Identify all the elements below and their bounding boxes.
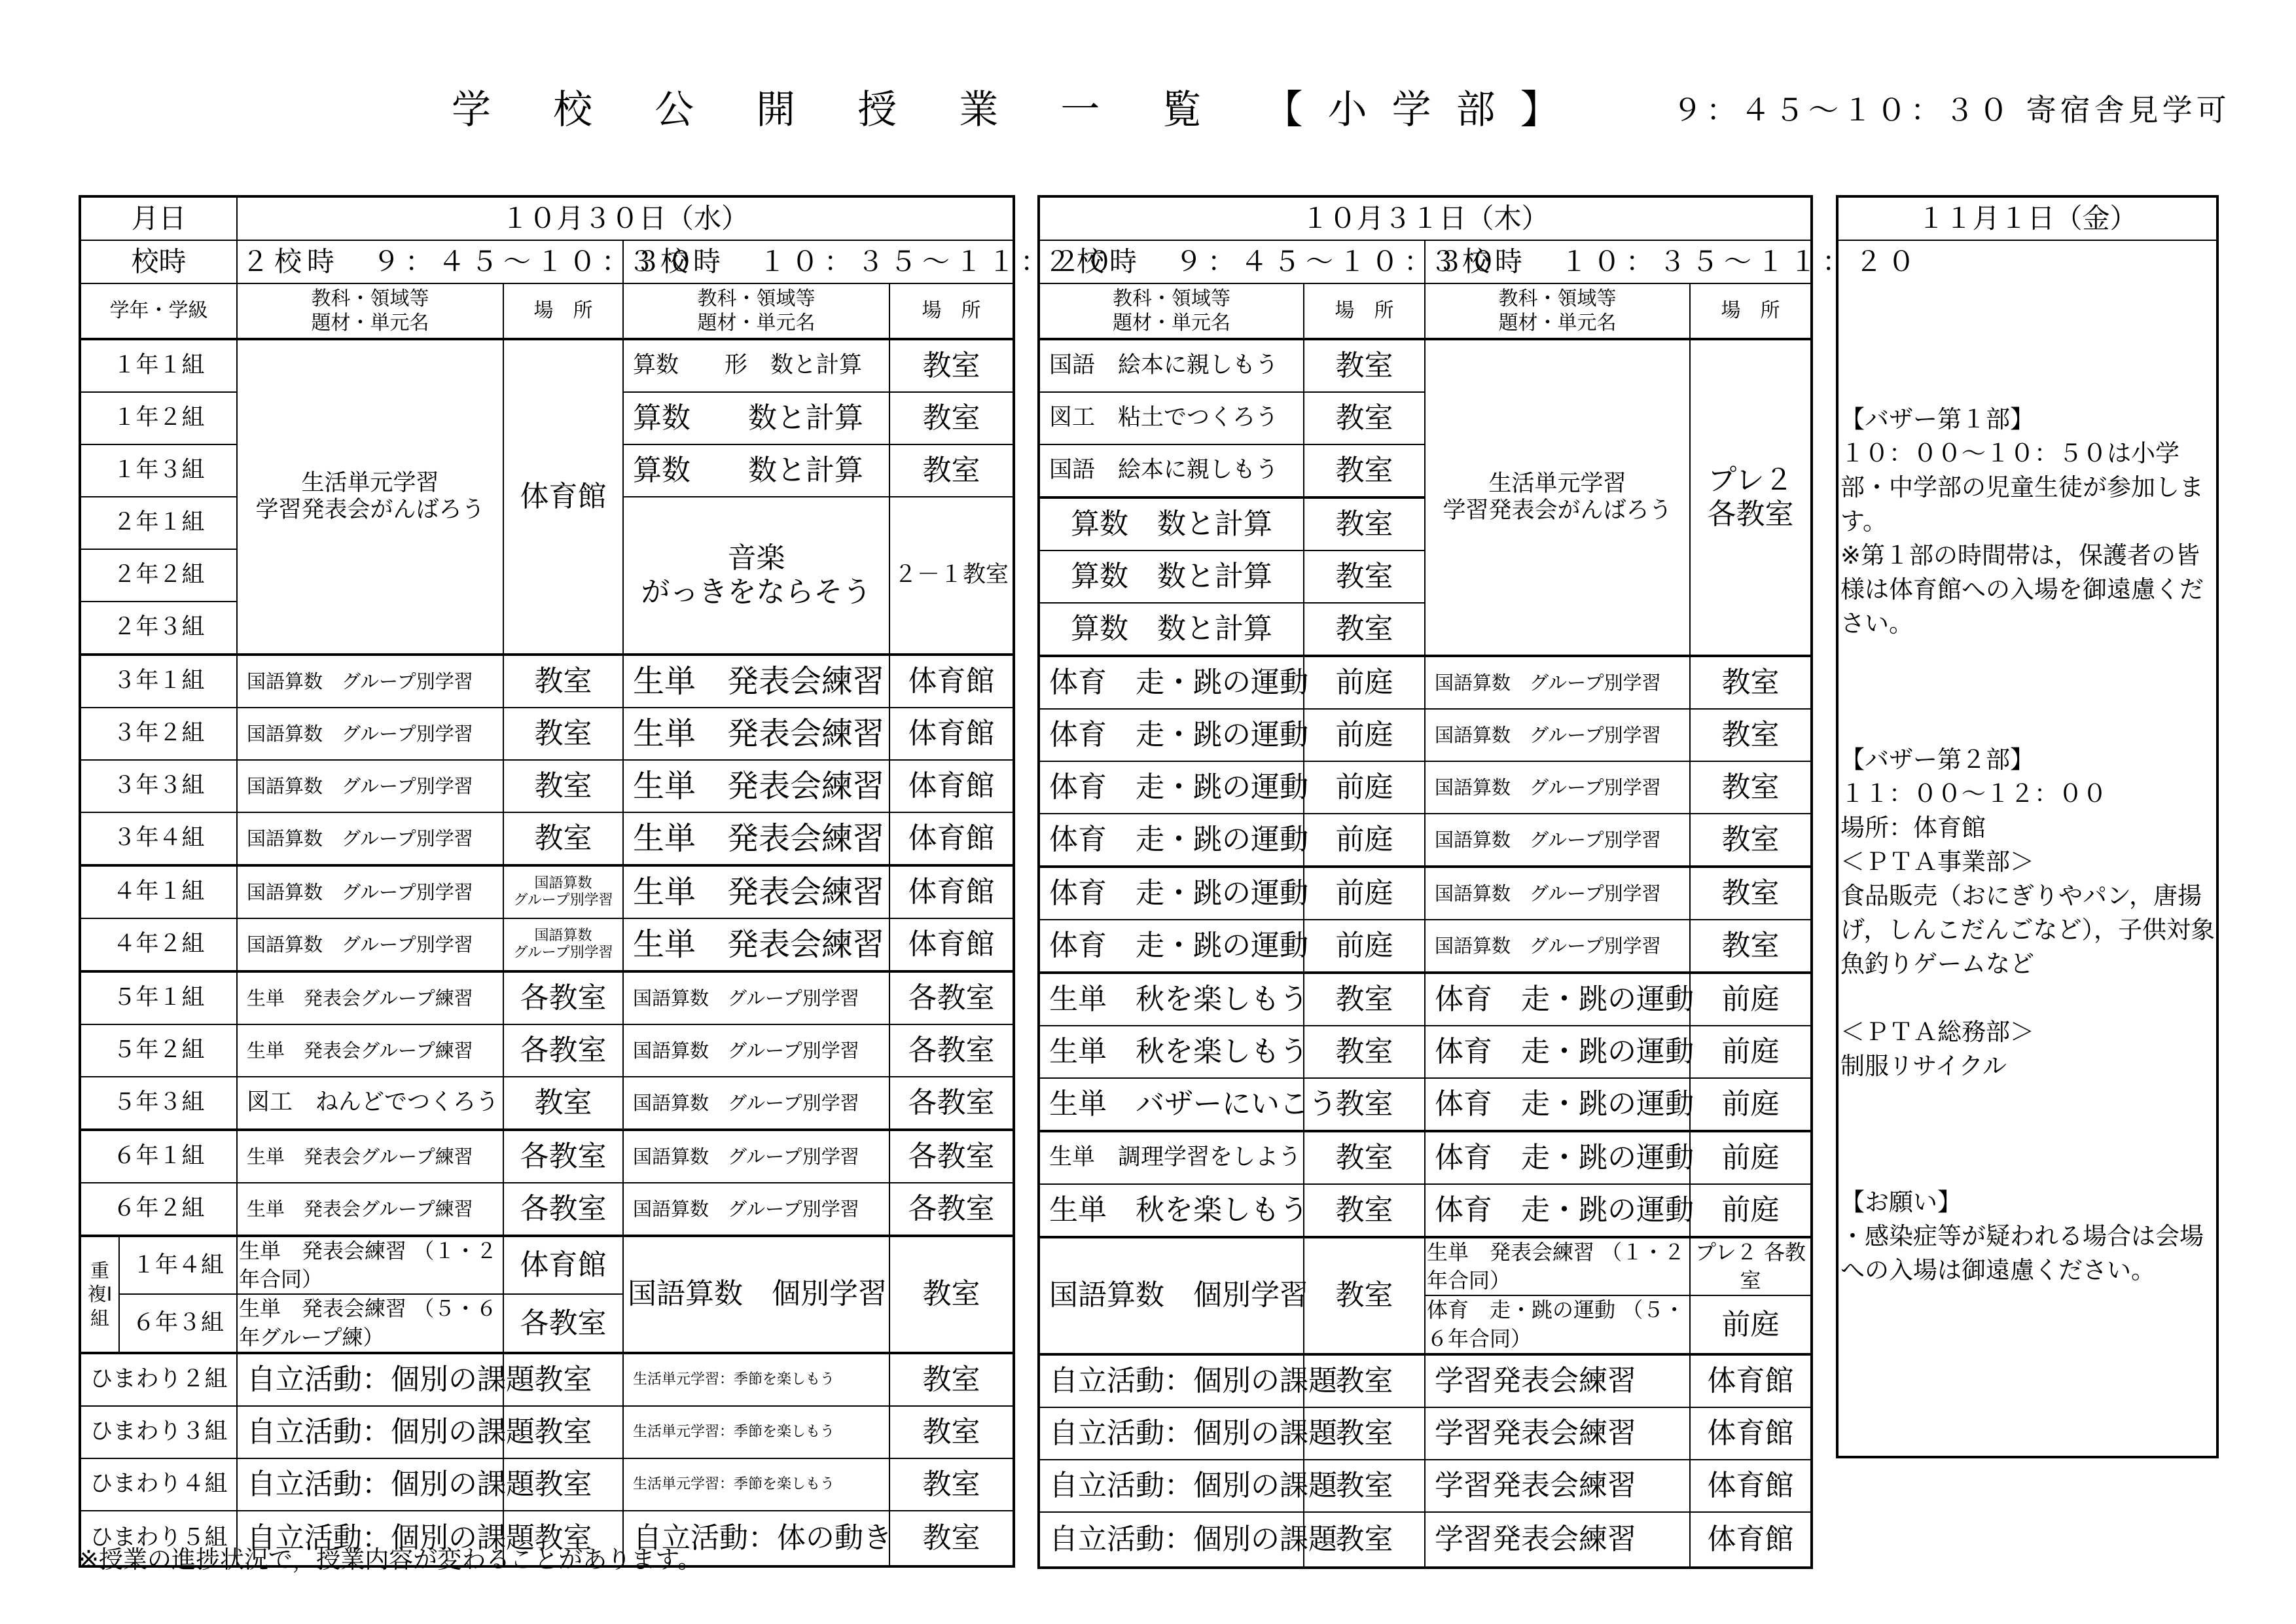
subject-header: 教科・領域等 題材・単元名 [623, 283, 889, 339]
lesson-subject: 国語算数 グループ別学習 [623, 971, 889, 1024]
lesson-subject: 体育 走・跳の運動 [1039, 761, 1304, 814]
lesson-subject: 体育 走・跳の運動 [1039, 709, 1304, 761]
lesson-subject: 生単 発表会練習 （５・６年グループ練） [237, 1294, 503, 1352]
lesson-subject: 生単 発表会練習 [623, 655, 889, 708]
lesson-place: 教室 [503, 812, 623, 865]
lesson-place: 体育館 [1690, 1512, 1812, 1568]
lesson-subject: 体育 走・跳の運動 [1039, 867, 1304, 920]
lesson-place: 前庭 [1304, 761, 1425, 814]
lesson-subject: 生単 バザーにいこう [1039, 1078, 1304, 1131]
lesson-subject: 算数 数と計算 [1039, 550, 1304, 603]
lesson-subject: 図工 ねんどでつくろう [237, 1077, 503, 1130]
lesson-subject: 生活単元学習：季節を楽しもう [623, 1353, 889, 1406]
place-header: 場 所 [889, 283, 1014, 339]
lesson-subject: 国語算数 グループ別学習 [1425, 814, 1690, 867]
lesson-subject: 体育 走・跳の運動 （５・６年合同） [1425, 1295, 1690, 1354]
grade-label: ４年１組 [80, 865, 237, 918]
grade-label: ３年３組 [80, 760, 237, 812]
lesson-subject: 生単 秋を楽しもう [1039, 973, 1304, 1026]
lesson-subject: 音楽 がっきをならそう [623, 497, 889, 655]
lesson-subject: 国語算数 個別学習 [623, 1236, 889, 1353]
lesson-subject: 体育 走・跳の運動 [1425, 1026, 1690, 1078]
lesson-subject: 生単 発表会グループ練習 [237, 1130, 503, 1183]
lesson-place: 前庭 [1690, 1295, 1812, 1354]
grade-label: ２年２組 [80, 549, 237, 602]
grade-label: ６年２組 [80, 1183, 237, 1236]
lesson-subject: 体育 走・跳の運動 [1039, 920, 1304, 973]
lesson-place: 教室 [889, 1406, 1014, 1458]
lesson-place: 体育館 [1690, 1460, 1812, 1512]
lesson-subject: 学習発表会練習 [1425, 1460, 1690, 1512]
lesson-subject: 学習発表会練習 [1425, 1354, 1690, 1407]
place-header: 場 所 [503, 283, 623, 339]
bazaar-notice: 【バザー第１部】 １０：００～１０：５０は小学部・中学部の児童生徒が参加します。 ※第１部の時間帯は，保護者の皆様は体育館への入場を御遠慮ください。 【バザー第２部】 １１：００～１２：００ 場所：体育館 ＜ＰＴＡ事業部＞ 食品販売（おにぎりやパン，唐揚げ，しんこだんごなど），子供対象魚釣りゲームなど ＜ＰＴＡ総務部＞ 制服リサイクル 【お願い】 ・感染症等が疑われる場合は会場への入場は御遠慮ください。 [1840, 405, 2215, 1284]
lesson-subject: 生単 発表会グループ練習 [237, 1183, 503, 1236]
lesson-place: 前庭 [1690, 1026, 1812, 1078]
lesson-subject: 国語算数 グループ別学習 [623, 1024, 889, 1077]
schedule-oct31-table [1037, 195, 1921, 1569]
lesson-place: 国語算数 グループ別学習 [503, 865, 623, 918]
place-header: 場 所 [1690, 283, 1812, 339]
lesson-subject: 国語算数 グループ別学習 [1425, 920, 1690, 973]
lesson-subject: 国語算数 グループ別学習 [237, 812, 503, 865]
lesson-place: 教室 [1304, 1407, 1425, 1460]
lesson-place: 教室 [1304, 1184, 1425, 1237]
lesson-subject: 自立活動：個別の課題 [237, 1353, 503, 1406]
day-header-oct30: １０月３０日（水） [237, 196, 1014, 240]
lesson-place: 教室 [889, 1236, 1014, 1353]
lesson-place: ２－１教室 [889, 497, 1014, 655]
lesson-place: 体育館 [1690, 1354, 1812, 1407]
grade-label: ４年２組 [80, 918, 237, 971]
lesson-place: 教室 [1304, 444, 1425, 497]
lesson-place: 教室 [1690, 656, 1812, 709]
lesson-place: 教室 [503, 1406, 623, 1458]
lesson-place: 前庭 [1304, 814, 1425, 867]
lesson-place: 教室 [1690, 867, 1812, 920]
lesson-place: 教室 [503, 655, 623, 708]
class-label: ひまわり２組 [80, 1353, 237, 1406]
lesson-subject: 生単 調理学習をしよう [1039, 1131, 1304, 1184]
lesson-subject: 生単 発表会練習 [623, 812, 889, 865]
lesson-place: 教室 [503, 1077, 623, 1130]
lesson-subject: 生単 発表会練習 [623, 918, 889, 971]
day-header-oct31: １０月３１日（木） [1039, 196, 1812, 240]
lesson-place: 教室 [889, 1458, 1014, 1511]
lesson-subject: 体育 走・跳の運動 [1425, 1078, 1690, 1131]
lesson-place: 教室 [1690, 709, 1812, 761]
lesson-place: 教室 [1304, 339, 1425, 392]
page-title: 学 校 公 開 授 業 一 覧 【小学部】 [452, 87, 1585, 133]
lesson-place: 前庭 [1304, 867, 1425, 920]
place-header: 場 所 [1304, 283, 1425, 339]
lesson-subject: 国語算数 グループ別学習 [623, 1183, 889, 1236]
lesson-subject: 生単 発表会練習 （１・２年合同） [1425, 1237, 1690, 1295]
lesson-place: 各教室 [503, 1183, 623, 1236]
lesson-subject: 国語算数 グループ別学習 [623, 1130, 889, 1183]
lesson-place: 教室 [889, 1511, 1014, 1566]
lesson-subject: 自立活動：個別の課題 [237, 1511, 503, 1566]
lesson-subject: 生活単元学習 学習発表会がんばろう [237, 339, 503, 655]
lesson-place: 教室 [889, 444, 1014, 497]
lesson-place: プレ２ 各教室 [1690, 339, 1812, 656]
grade-label: ３年１組 [80, 655, 237, 708]
lesson-place: 各教室 [889, 1024, 1014, 1077]
footnote: ※授業の進捗状況で，授業内容が変わることがあります。 [79, 1545, 702, 1574]
lesson-place: 教室 [889, 1353, 1014, 1406]
lesson-place: 各教室 [503, 1130, 623, 1183]
lesson-subject: 国語算数 グループ別学習 [623, 1077, 889, 1130]
lesson-place: 教室 [1304, 1078, 1425, 1131]
combined-class-label: 重複Ⅰ組 [80, 1236, 119, 1353]
lesson-place: 教室 [503, 1511, 623, 1566]
class-label: ひまわり４組 [80, 1458, 237, 1511]
lesson-place: 教室 [1304, 497, 1425, 550]
lesson-place: 前庭 [1690, 1131, 1812, 1184]
lesson-subject: 生単 発表会練習 [623, 708, 889, 760]
lesson-subject: 生活単元学習 学習発表会がんばろう [1425, 339, 1690, 656]
lesson-place: 教室 [1304, 1460, 1425, 1512]
lesson-subject: 国語算数 グループ別学習 [1425, 761, 1690, 814]
lesson-subject: 生単 発表会練習 [623, 760, 889, 812]
lesson-place: 各教室 [503, 1294, 623, 1352]
lesson-subject: 生単 発表会グループ練習 [237, 1024, 503, 1077]
lesson-place: 教室 [503, 1458, 623, 1511]
lesson-subject: 自立活動：個別の課題 [1039, 1512, 1304, 1568]
lesson-subject: 図工 粘土でつくろう [1039, 392, 1304, 444]
lesson-subject: 国語算数 グループ別学習 [1425, 709, 1690, 761]
lesson-subject: 自立活動：個別の課題 [237, 1458, 503, 1511]
lesson-place: 教室 [889, 339, 1014, 392]
class-label: ひまわり３組 [80, 1406, 237, 1458]
lesson-place: 体育館 [889, 655, 1014, 708]
lesson-subject: 生活単元学習：季節を楽しもう [623, 1406, 889, 1458]
lesson-place: 教室 [503, 708, 623, 760]
lesson-subject: 自立活動：個別の課題 [1039, 1354, 1304, 1407]
lesson-subject: 体育 走・跳の運動 [1039, 656, 1304, 709]
lesson-place: 各教室 [889, 1077, 1014, 1130]
lesson-subject: 算数 数と計算 [623, 444, 889, 497]
lesson-place: 教室 [1304, 1512, 1425, 1568]
lesson-place: 前庭 [1304, 656, 1425, 709]
month-day-header: 月日 [80, 196, 237, 240]
lesson-place: 前庭 [1690, 1078, 1812, 1131]
lesson-subject: 体育 走・跳の運動 [1425, 1184, 1690, 1237]
lesson-place: 教室 [1304, 603, 1425, 656]
lesson-place: 体育館 [503, 339, 623, 655]
period2-header: ２校時 ９：４５～１０：３０ [1039, 240, 1425, 283]
lesson-place: 各教室 [889, 1130, 1014, 1183]
lesson-place: 教室 [889, 392, 1014, 444]
lesson-place: 教室 [503, 760, 623, 812]
lesson-subject: 体育 走・跳の運動 [1039, 814, 1304, 867]
lesson-place: 各教室 [503, 971, 623, 1024]
grade-label: ２年１組 [80, 497, 237, 549]
period3-header: ３校時 １０：３５～１１：２０ [1425, 240, 1812, 283]
grade-label: １年４組 [119, 1236, 237, 1294]
lesson-place: 前庭 [1690, 1184, 1812, 1237]
lesson-subject: 算数 形 数と計算 [623, 339, 889, 392]
lesson-place: 体育館 [889, 865, 1014, 918]
lesson-place: 国語算数 グループ別学習 [503, 918, 623, 971]
lesson-subject: 国語算数 グループ別学習 [237, 760, 503, 812]
lesson-subject: 国語算数 グループ別学習 [237, 865, 503, 918]
lesson-subject: 国語算数 グループ別学習 [237, 708, 503, 760]
lesson-place: 各教室 [889, 1183, 1014, 1236]
lesson-place: 教室 [1690, 920, 1812, 973]
lesson-subject: 自立活動：体の動き [623, 1511, 889, 1566]
lesson-place: 前庭 [1304, 920, 1425, 973]
subject-header: 教科・領域等 題材・単元名 [1425, 283, 1690, 339]
schedule-oct30-table [79, 195, 1119, 1568]
grade-label: ５年３組 [80, 1077, 237, 1130]
lesson-subject: 自立活動：個別の課題 [237, 1406, 503, 1458]
lesson-subject: 国語算数 グループ別学習 [1425, 867, 1690, 920]
lesson-subject: 生単 秋を楽しもう [1039, 1184, 1304, 1237]
lesson-subject: 算数 数と計算 [1039, 603, 1304, 656]
lesson-place: 前庭 [1690, 973, 1812, 1026]
lesson-place: 体育館 [889, 812, 1014, 865]
grade-label: １年３組 [80, 444, 237, 497]
lesson-subject: 算数 数と計算 [1039, 497, 1304, 550]
lesson-place: 前庭 [1304, 709, 1425, 761]
grade-label: ５年１組 [80, 971, 237, 1024]
lesson-subject: 国語 絵本に親しもう [1039, 444, 1304, 497]
class-label: ひまわり５組 [80, 1511, 237, 1566]
grade-label: １年１組 [80, 339, 237, 392]
lesson-subject: 生活単元学習：季節を楽しもう [623, 1458, 889, 1511]
period2-header: ２校時 ９：４５～１０：３０ [237, 240, 623, 283]
grade-label: ６年１組 [80, 1130, 237, 1183]
lesson-subject: 自立活動：個別の課題 [1039, 1407, 1304, 1460]
lesson-place: 教室 [1304, 1237, 1425, 1354]
lesson-place: 教室 [503, 1353, 623, 1406]
day-header-nov1: １１月１日（金） [1837, 196, 2217, 240]
lesson-place: 教室 [1690, 814, 1812, 867]
lesson-subject: 体育 走・跳の運動 [1425, 1131, 1690, 1184]
lesson-subject: 生単 秋を楽しもう [1039, 1026, 1304, 1078]
lesson-place: 教室 [1304, 392, 1425, 444]
lesson-subject: 自立活動：個別の課題 [1039, 1460, 1304, 1512]
lesson-subject: 体育 走・跳の運動 [1425, 973, 1690, 1026]
lesson-subject: 国語算数 個別学習 [1039, 1237, 1304, 1354]
lesson-subject: 算数 数と計算 [623, 392, 889, 444]
period-header: 校時 [80, 240, 237, 283]
lesson-subject: 国語 絵本に親しもう [1039, 339, 1304, 392]
lesson-place: 教室 [1304, 1131, 1425, 1184]
dormitory-visit-note: ９：４５～１０：３０ 寄宿舎見学可 [1672, 92, 2231, 128]
subject-header: 教科・領域等 題材・単元名 [1039, 283, 1304, 339]
lesson-subject: 国語算数 グループ別学習 [237, 918, 503, 971]
lesson-place: 体育館 [889, 708, 1014, 760]
grade-label: ３年２組 [80, 708, 237, 760]
grade-label: ３年４組 [80, 812, 237, 865]
lesson-subject: 生単 発表会練習 （１・２年合同） [237, 1236, 503, 1294]
lesson-subject: 国語算数 グループ別学習 [237, 655, 503, 708]
lesson-subject: 生単 発表会グループ練習 [237, 971, 503, 1024]
lesson-place: 体育館 [889, 918, 1014, 971]
grade-class-header: 学年・学級 [80, 283, 237, 339]
lesson-place: 教室 [1690, 761, 1812, 814]
lesson-place: 教室 [1304, 550, 1425, 603]
lesson-place: 教室 [1304, 1354, 1425, 1407]
lesson-subject: 学習発表会練習 [1425, 1512, 1690, 1568]
lesson-subject: 国語算数 グループ別学習 [1425, 656, 1690, 709]
lesson-place: 教室 [1304, 1026, 1425, 1078]
subject-header: 教科・領域等 題材・単元名 [237, 283, 503, 339]
lesson-place: 体育館 [503, 1236, 623, 1294]
period3-header: ３校時 １０：３５～１１：２０ [623, 240, 1014, 283]
lesson-place: プレ２ 各教室 [1690, 1237, 1812, 1295]
grade-label: ５年２組 [80, 1024, 237, 1077]
lesson-place: 各教室 [889, 971, 1014, 1024]
lesson-place: 教室 [1304, 973, 1425, 1026]
lesson-subject: 学習発表会練習 [1425, 1407, 1690, 1460]
lesson-place: 各教室 [503, 1024, 623, 1077]
grade-label: ６年３組 [119, 1294, 237, 1352]
grade-label: １年２組 [80, 392, 237, 444]
lesson-place: 体育館 [889, 760, 1014, 812]
lesson-subject: 生単 発表会練習 [623, 865, 889, 918]
grade-label: ２年３組 [80, 602, 237, 655]
lesson-place: 体育館 [1690, 1407, 1812, 1460]
